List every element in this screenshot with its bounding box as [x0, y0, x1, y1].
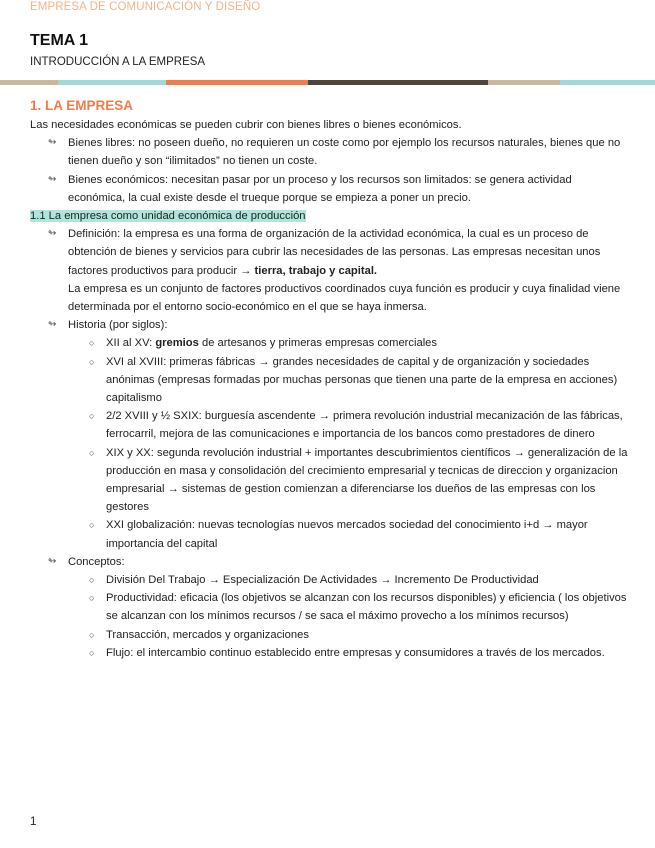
- conceptos-label: Conceptos:: [68, 555, 125, 568]
- page-title: TEMA 1: [30, 32, 89, 49]
- color-bar-segment: [560, 80, 655, 85]
- definicion-text: Definición: la empresa es una forma de organización de la actividad económica, la cual es un proceso de obtención de bienes y servicios para cubrir las necesidades de las personas. Las empresas necesitan unos factores productivos para producir →: [68, 228, 601, 277]
- historia-item-1-pre: XII al XV:: [106, 337, 156, 350]
- company-header: EMPRESA DE COMUNICACIÓN Y DISEÑO: [30, 1, 261, 13]
- page-subtitle: INTRODUCCIÓN A LA EMPRESA: [30, 56, 206, 68]
- color-bar-segment: [308, 80, 488, 85]
- intro-paragraph: Las necesidades económicas se pueden cubrir con bienes libres o bienes económicos.: [30, 119, 462, 131]
- list-item: ○ XIX y XX: segunda revolución industrial + importantes descubrimientos científicos → generalización de la producción en masa y consolidación del crecimiento empresarial y tecnicas de direccion y organizacion empresarial → sistemas de gestion comienzan a diferenciarse los dueños de las empresas con los gestores: [106, 444, 630, 517]
- historia-item-1-bold: gremios: [155, 337, 199, 350]
- list-item: ○ Productividad: eficacia (los objetivos se alcanzan con los recursos disponibles) y eficiencia ( los objetivos se alcanzan con los mínimos recursos / se saca el máximo provecho a los mínimos recursos): [106, 589, 630, 625]
- color-bar-segment: [0, 80, 58, 85]
- section-heading: 1. LA EMPRESA: [30, 98, 134, 113]
- list-item: ○ División Del Trabajo → Especialización De Actividades → Incremento De Productividad: [106, 571, 630, 589]
- list-item: ↬ Bienes económicos: necesitan pasar por un proceso y los recursos son limitados: se genera actividad económica, la cual existe desde el trueque porque se empieza a poner un precio.: [68, 171, 630, 207]
- list-item: ○ Transacción, mercados y organizaciones: [106, 626, 630, 644]
- list-item: ○ XXI globalización: nuevas tecnologías nuevos mercados sociedad del conocimiento i+d → mayor importancia del capital: [106, 516, 630, 552]
- definicion-item: [68, 225, 630, 316]
- historia-item-1-post: de artesanos y primeras empresas comerciales: [198, 337, 437, 350]
- list-item: ○ XVI al XVIII: primeras fábricas → grandes necesidades de capital y de organización y sociedades anónimas (empresas formadas por muchas personas que tienen una parte de la empresa en acciones) capitalismo: [106, 353, 630, 408]
- historia-list: [68, 334, 630, 552]
- main-list: [30, 225, 630, 662]
- definicion-bold: tierra, trabajo y capital.: [254, 264, 378, 277]
- list-item: ○ 2/2 XVIII y ½ SXIX: burguesía ascendente → primera revolución industrial mecanización de las fábricas, ferrocarril, mejora de las comunicaciones e importancia de los bancos como prestadores de dinero: [106, 407, 630, 443]
- conceptos-item: [68, 553, 630, 662]
- definicion-extra: La empresa es un conjunto de factores productivos coordinados cuya función es producir y cuya finalidad viene determinada por el entorno socio-económico en el que se haya inmersa.: [68, 282, 621, 314]
- list-item: ↬ Bienes libres: no poseen dueño, no requieren un coste como por ejemplo los recursos naturales, bienes que no tienen dueño y son “ilimitados” no tienen un coste.: [68, 134, 630, 170]
- list-item: [106, 334, 630, 352]
- subsection-heading-text: 1.1 La empresa como unidad económica de producción: [30, 210, 306, 223]
- conceptos-list: [68, 571, 630, 662]
- page-number: 1: [30, 816, 37, 828]
- historia-item: [68, 316, 630, 553]
- subsection-heading: [30, 207, 630, 225]
- color-bar-segment: [58, 80, 166, 85]
- color-bar: [0, 80, 655, 85]
- historia-label: Historia (por siglos):: [68, 319, 168, 332]
- bienes-list: [30, 134, 630, 207]
- document-body: [30, 97, 630, 662]
- color-bar-segment: [166, 80, 308, 85]
- list-item: ○ Flujo: el intercambio continuo establecido entre empresas y consumidores a través de los mercados.: [106, 644, 630, 662]
- color-bar-segment: [488, 80, 560, 85]
